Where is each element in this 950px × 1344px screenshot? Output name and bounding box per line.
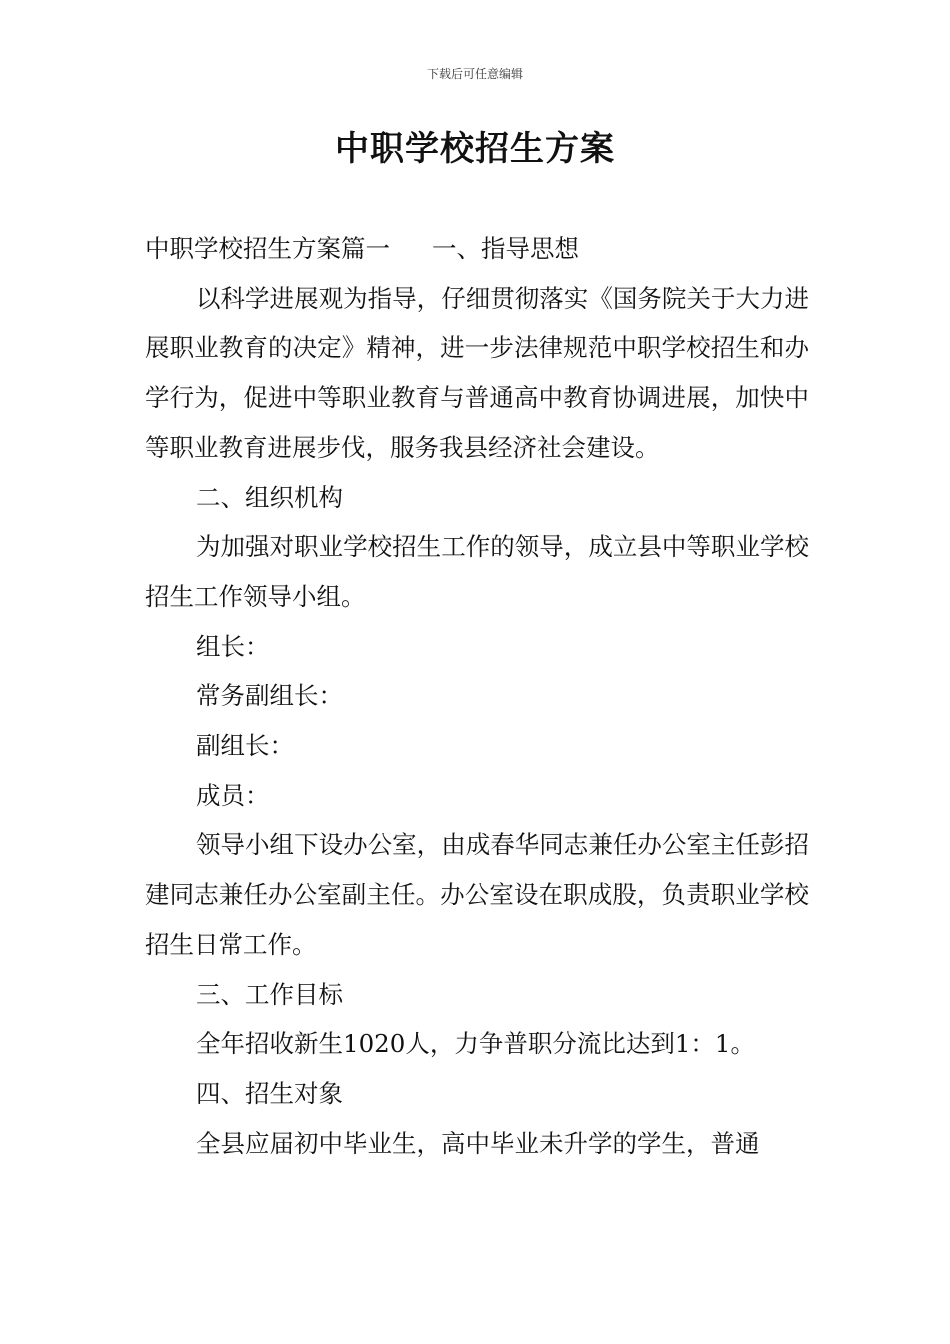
heading-guiding-ideology: 一、指导思想: [432, 234, 579, 263]
paragraph-goals-text: 全年招收新生1020人，力争普职分流比达到1：1。: [196, 1029, 756, 1059]
paragraph-organization-text: 为加强对职业学校招生工作的领导，成立县中等职业学校招生工作领导小组。: [145, 532, 809, 611]
paragraph-guiding-text: 以科学进展观为指导，仔细贯彻落实《国务院关于大力进展职业教育的决定》精神，进一步法律规范中职学校招生和办学行为，促进中等职业教育与普通高中教育协调进展，加快中等职业教育进展步伐，服务我县经济社会建设。: [145, 283, 809, 462]
heading-organization: 二、组织机构: [196, 482, 343, 512]
document-body: [145, 224, 809, 1168]
paragraph-targets-text: 全县应届初中毕业生，高中毕业未升学的学生，普通: [196, 1128, 760, 1158]
line-deputy-leader: 副组长：: [196, 731, 294, 761]
heading-work-goals: 三、工作目标: [196, 979, 343, 1009]
section-lead: 中职学校招生方案篇一: [145, 234, 390, 263]
paragraph-office-text: 领导小组下设办公室，由成春华同志兼任办公室主任彭招建同志兼任办公室副主任。办公室设在职成股，负责职业学校招生日常工作。: [145, 830, 809, 959]
header-note: 下载后可任意编辑: [426, 67, 523, 81]
document-title: 中职学校招生方案: [335, 129, 615, 169]
line-group-leader: 组长：: [196, 631, 270, 661]
line-members: 成员：: [196, 780, 270, 810]
paragraph-intro: [145, 224, 809, 274]
line-executive-deputy: 常务副组长：: [196, 681, 343, 711]
heading-enrollment-targets: 四、招生对象: [196, 1078, 343, 1108]
